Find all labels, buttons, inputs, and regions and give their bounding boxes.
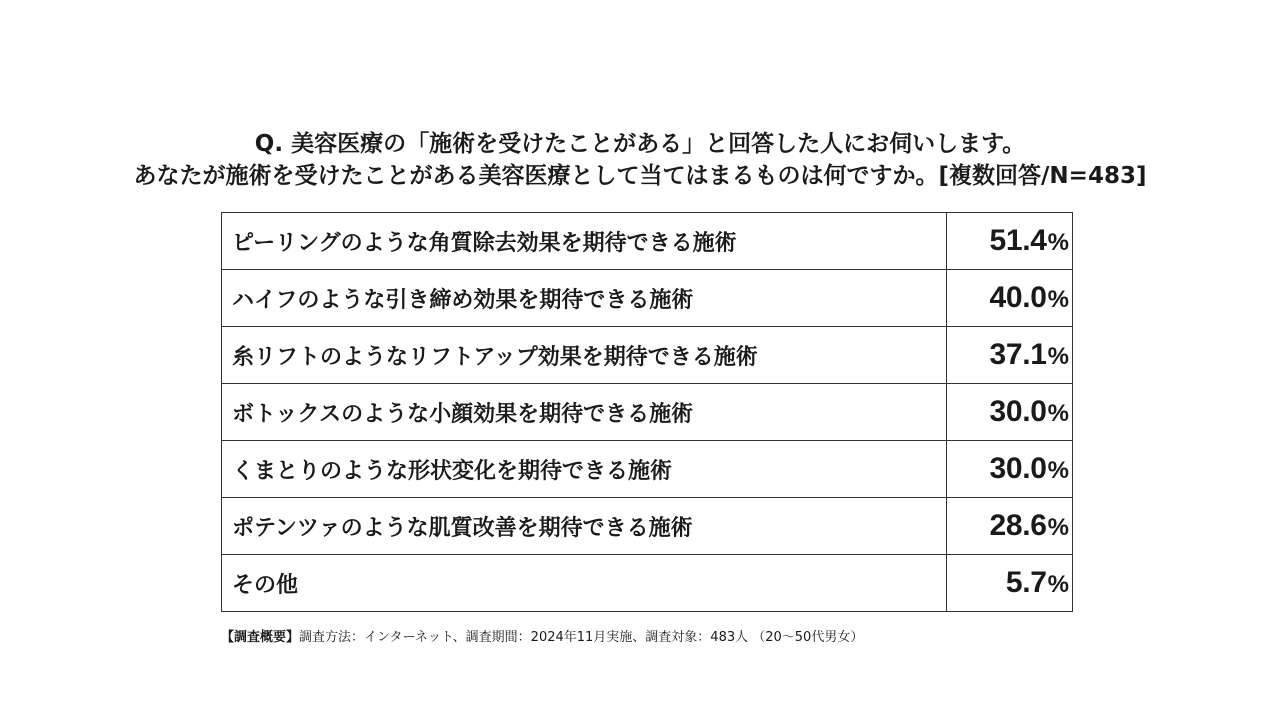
row-value-cell bbox=[947, 213, 1073, 270]
row-label: ポテンツァのような肌質改善を期待できる施術 bbox=[222, 498, 947, 555]
table-row bbox=[222, 555, 1073, 612]
row-value: 30.0 bbox=[989, 395, 1047, 428]
row-unit: % bbox=[1047, 457, 1069, 484]
question-line-1: Q. 美容医療の「施術を受けたことがある」と回答した人にお伺いします。 bbox=[254, 131, 1026, 157]
row-unit: % bbox=[1047, 400, 1069, 427]
row-label: ピーリングのような角質除去効果を期待できる施術 bbox=[222, 213, 947, 270]
row-unit: % bbox=[1047, 514, 1069, 541]
row-value-cell bbox=[947, 384, 1073, 441]
survey-footnote bbox=[221, 629, 863, 647]
results-table bbox=[221, 212, 1073, 612]
row-value: 51.4 bbox=[989, 224, 1047, 257]
row-value-cell bbox=[947, 441, 1073, 498]
row-value: 40.0 bbox=[989, 281, 1047, 314]
row-label: 糸リフトのようなリフトアップ効果を期待できる施術 bbox=[222, 327, 947, 384]
table-row bbox=[222, 270, 1073, 327]
table-row bbox=[222, 213, 1073, 270]
row-label: ハイフのような引き締め効果を期待できる施術 bbox=[222, 270, 947, 327]
row-value: 37.1 bbox=[989, 338, 1047, 371]
row-value-cell bbox=[947, 555, 1073, 612]
row-unit: % bbox=[1047, 571, 1069, 598]
row-unit: % bbox=[1047, 286, 1069, 313]
row-label: ボトックスのような小顔効果を期待できる施術 bbox=[222, 384, 947, 441]
row-unit: % bbox=[1047, 343, 1069, 370]
footnote-text: 調査方法：インターネット、調査期間：2024年11月実施、調査対象：483人 （20～50代男女） bbox=[299, 630, 864, 645]
table-row bbox=[222, 327, 1073, 384]
table-row bbox=[222, 498, 1073, 555]
table-row bbox=[222, 384, 1073, 441]
row-value-cell bbox=[947, 498, 1073, 555]
table-row bbox=[222, 441, 1073, 498]
row-value: 28.6 bbox=[989, 509, 1047, 542]
row-value: 30.0 bbox=[989, 452, 1047, 485]
row-label: くまとりのような形状変化を期待できる施術 bbox=[222, 441, 947, 498]
row-value-cell bbox=[947, 327, 1073, 384]
question-line-2: あなたが施術を受けたことがある美容医療として当てはまるものは何ですか。[複数回答/N=483] bbox=[133, 163, 1147, 189]
footnote-heading: 【調査概要】 bbox=[221, 630, 300, 645]
row-unit: % bbox=[1047, 229, 1069, 256]
row-value: 5.7 bbox=[1005, 566, 1047, 599]
row-label: その他 bbox=[222, 555, 947, 612]
row-value-cell bbox=[947, 270, 1073, 327]
